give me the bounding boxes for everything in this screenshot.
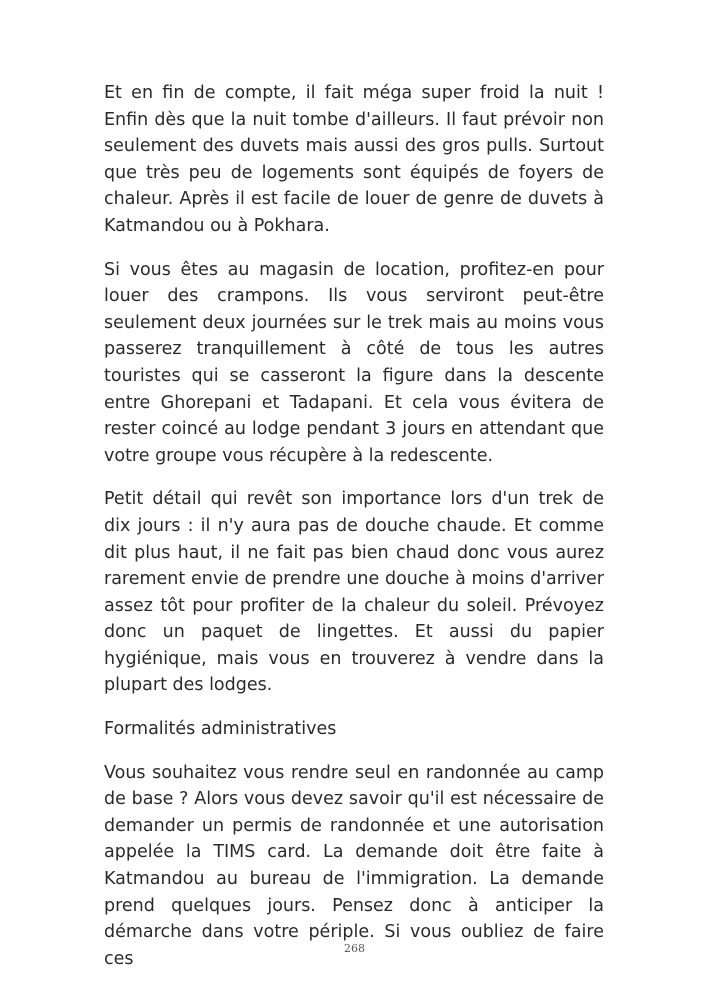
section-heading: Formalités administratives [104,719,337,740]
page-body [104,80,604,989]
paragraph-cold-nights: Et en fin de compte, il fait méga super froid la nuit ! Enfin dès que la nuit tombe d'ailleurs. Il faut prévoir non seulement des duvets mais aussi des gros pulls. Surtout que très peu de logements sont équipés de foyers de chaleur. Après il est facile de louer de genre de duvets à Katmandou ou à Pokhara. [104,83,604,236]
paragraph-permits: Vous souhaitez vous rendre seul en randonnée au camp de base ? Alors vous devez savoir qu'il est nécessaire de demander un permis de randonnée et une autorisation appelée la TIMS card. La demande doit être faite à Katmandou au bureau de l'immigration. La demande prend quelques jours. Pensez donc à anticiper la démarche dans votre périple. Si vous oubliez de faire ces [104,762,604,969]
paragraph-crampons: Si vous êtes au magasin de location, profitez-en pour louer des crampons. Ils vous serviront peut-être seulement deux journées sur le trek mais au moins vous passerez tranquillement à côté de tous les autres touristes qui se casseront la figure dans la descente entre Ghorepani et Tadapani. Et cela vous évitera de rester coincé au lodge pendant 3 jours en attendant que votre groupe vous récupère à la redescente. [104,259,604,466]
page-number: 268 [344,942,365,955]
paragraph-no-hot-shower: Petit détail qui revêt son importance lors d'un trek de dix jours : il n'y aura pas de douche chaude. Et comme dit plus haut, il ne fait pas bien chaud donc vous aurez rarement envie de prendre une douche à moins d'arriver assez tôt pour profiter de la chaleur du soleil. Prévoyez donc un paquet de lingettes. Et aussi du papier hygiénique, mais vous en trouverez à vendre dans la plupart des lodges. [104,489,604,696]
